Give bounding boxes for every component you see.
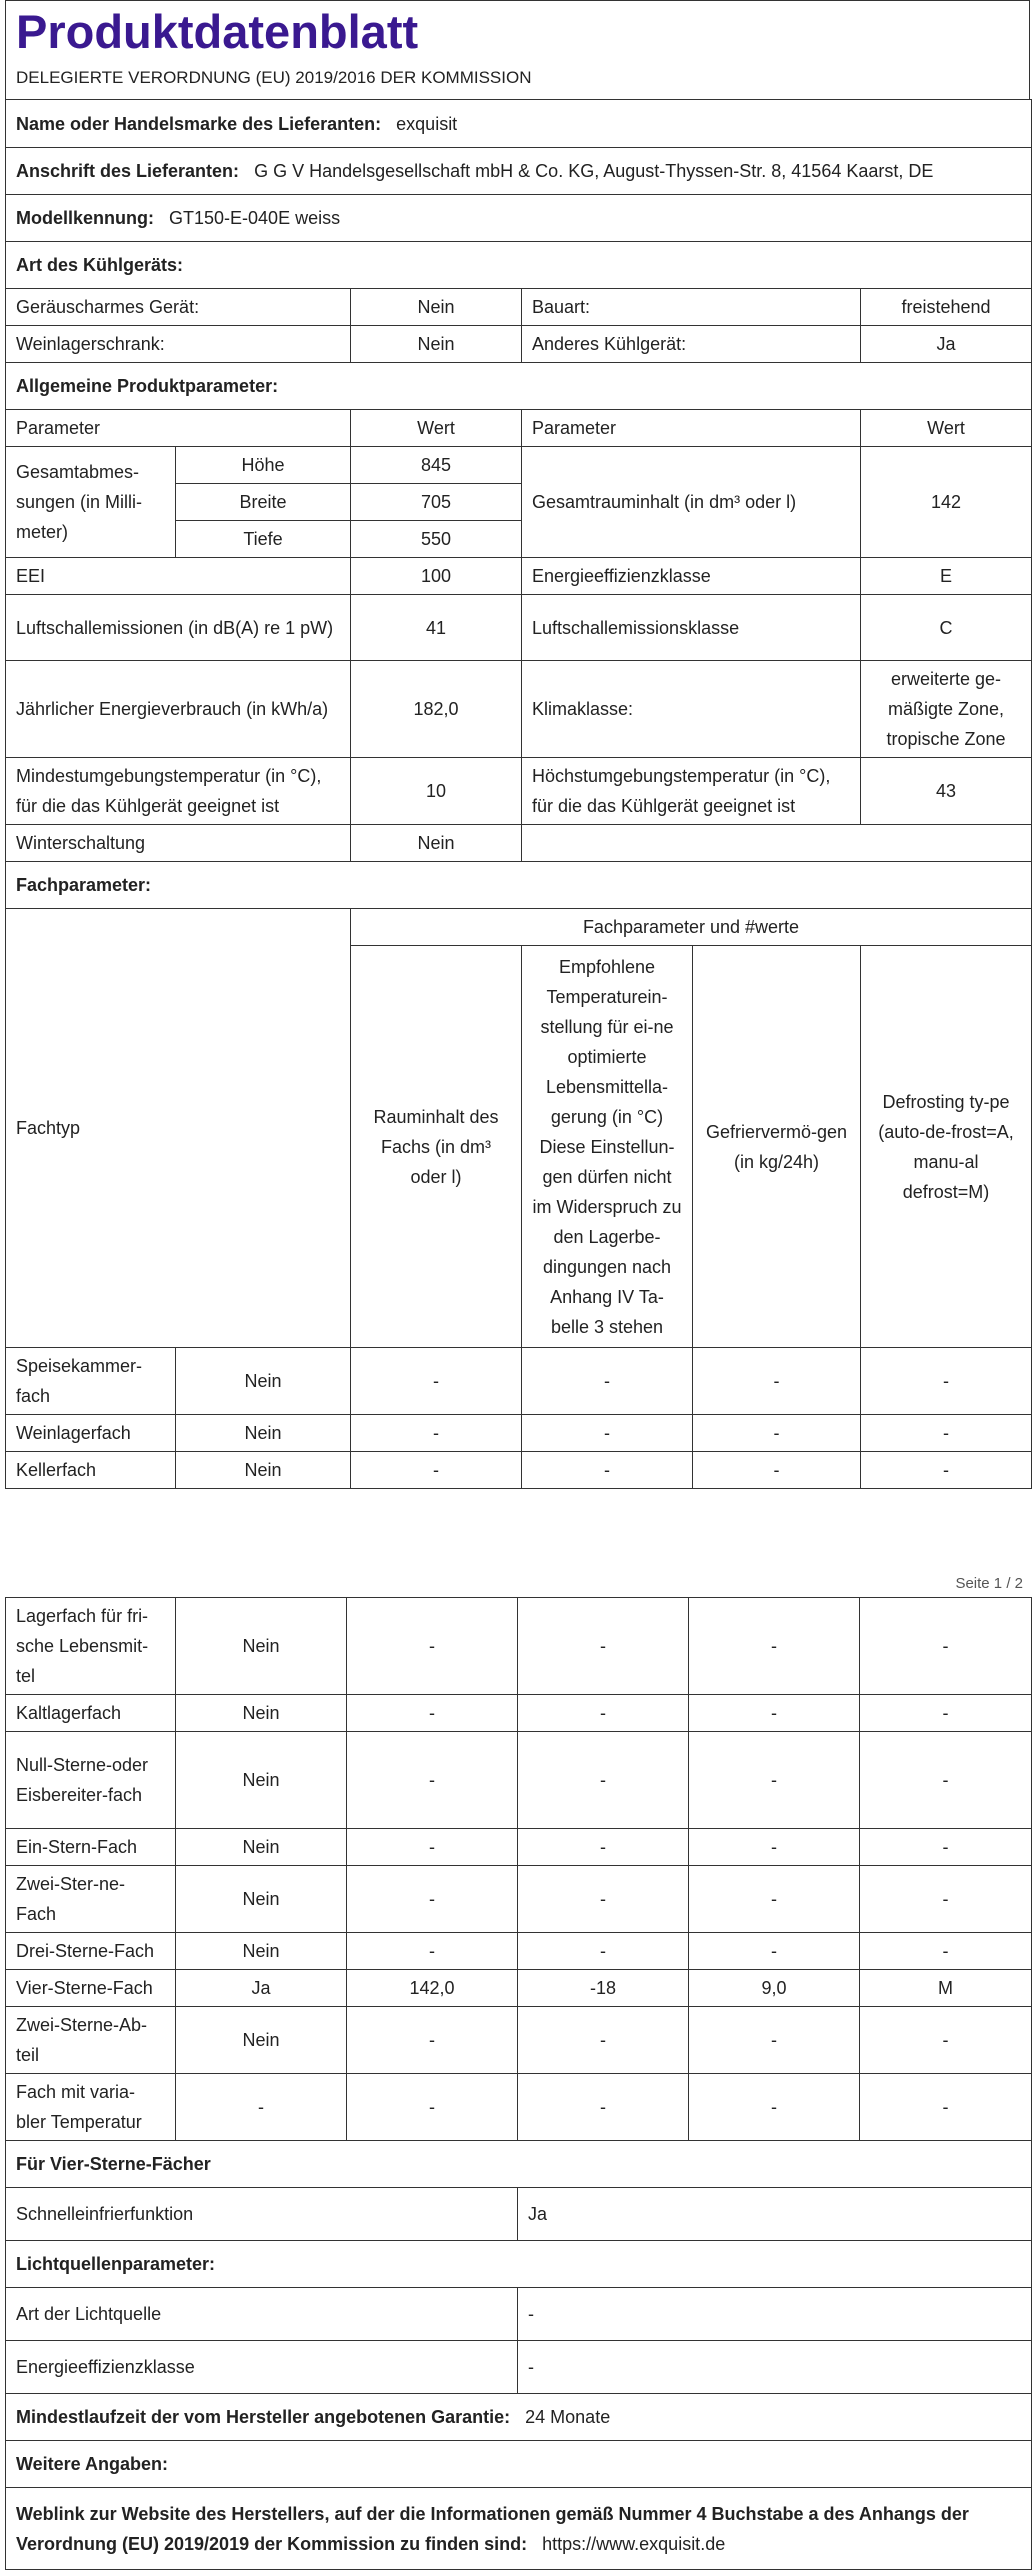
compartments-group-header: Fachparameter und #werte [351,909,1032,946]
max-temp-value: 43 [861,758,1032,825]
other-appliance-value: Ja [861,326,1032,363]
warranty-row [6,2394,1032,2441]
supplier-address-row [6,148,1032,195]
energy-class-value: E [861,558,1032,595]
table-row [6,1829,1032,1866]
model-label: Modellkennung: [16,208,154,228]
max-temp-label: Höchstumgebungstemperatur (in °C), für die das Kühlgerät geeignet ist [522,758,861,825]
table-row [6,1452,1032,1489]
warranty-value: 24 Monate [525,2407,611,2427]
compartment-temp: - [518,2074,689,2141]
annual-energy-value: 182,0 [351,661,522,758]
climate-class-value: erweiterte ge-mäßigte Zone, tropische Zone [861,661,1032,758]
eei-row [6,558,1032,595]
compartment-present: Nein [176,1452,351,1489]
header [5,0,1030,99]
compartment-present: Nein [176,1829,347,1866]
compartment-defrost: - [860,1695,1032,1732]
compartment-volume: - [347,1695,518,1732]
compartment-temp: - [522,1452,693,1489]
energy-class-label: Energieeffizienzklasse [522,558,861,595]
compartment-temp: - [518,1732,689,1829]
datasheet-page-1 [5,0,1031,1489]
winter-label: Winterschaltung [6,825,351,862]
regulation-subtitle: DELEGIERTE VERORDNUNG (EU) 2019/2016 DER KOMMISSION [16,68,532,87]
compartment-defrost: - [861,1452,1032,1489]
compartment-temp: - [518,1598,689,1695]
compartment-name: Zwei-Ster-ne-Fach [6,1866,176,1933]
width-value: 705 [351,484,522,521]
compartments-heading: Fachparameter: [6,862,1032,909]
compartment-volume: - [351,1348,522,1415]
temp-setting-header: Empfohlene Temperaturein-stellung für ei-ne optimierte Lebensmittella-gerung (in °C) Diese Einstellun-gen dürfen nicht im Widerspruch zu den Lagerbe-dingungen nach Anhang IV Ta-belle 3 stehen [522,946,693,1348]
dimensions-label: Gesamtabmes-sungen (in Milli-meter) [6,447,176,558]
compartment-freeze: - [689,1598,860,1695]
table-row [6,1415,1032,1452]
page-title: Produktdatenblatt [16,5,419,58]
compartment-freeze: - [689,2007,860,2074]
table-row [6,1732,1032,1829]
compartment-name: Speisekammer-fach [6,1348,176,1415]
type-row-2 [6,326,1032,363]
wine-cabinet-value: Nein [351,326,522,363]
table-row [6,2074,1032,2141]
compartments-heading-row [6,862,1032,909]
compartment-volume: 142,0 [347,1970,518,2007]
general-heading-row [6,363,1032,410]
compartment-temp: - [518,1829,689,1866]
compartment-temp: - [522,1415,693,1452]
compartment-present: Nein [176,1866,347,1933]
compartments-group-header-row [6,909,1032,946]
volume-header: Rauminhalt des Fachs (in dm³ oder l) [351,946,522,1348]
winter-value: Nein [351,825,522,862]
weblink-row [6,2488,1032,2570]
quick-freeze-row [6,2188,1032,2241]
type-heading-row [6,242,1032,289]
table-row [6,1970,1032,2007]
quick-freeze-value: Ja [518,2188,1032,2241]
supplier-address-label: Anschrift des Lieferanten: [16,161,240,181]
compartment-defrost: - [860,1829,1032,1866]
compartment-freeze: - [689,1732,860,1829]
compartment-present: Nein [176,1732,347,1829]
compartment-temp: - [518,1866,689,1933]
height-label: Höhe [176,447,351,484]
design-value: freistehend [861,289,1032,326]
quick-freeze-label: Schnelleinfrierfunktion [6,2188,518,2241]
compartment-volume: - [351,1452,522,1489]
compartment-freeze: - [689,1829,860,1866]
compartment-name: Lagerfach für fri-sche Lebensmit-tel [6,1598,176,1695]
quiet-value: Nein [351,289,522,326]
compartment-present: Nein [176,2007,347,2074]
compartment-freeze: - [693,1452,861,1489]
light-class-value: - [518,2341,1032,2394]
compartment-temp: - [518,1695,689,1732]
general-column-headers [6,410,1032,447]
min-temp-label: Mindestumgebungstemperatur (in °C), für die das Kühlgerät geeignet ist [6,758,351,825]
compartment-volume: - [347,2074,518,2141]
table-row [6,1933,1032,1970]
total-volume-value: 142 [861,447,1032,558]
compartment-present: Nein [176,1695,347,1732]
warranty-label: Mindestlaufzeit der vom Hersteller angebotenen Garantie: [16,2407,511,2427]
noise-value: 41 [351,595,522,661]
compartment-name: Drei-Sterne-Fach [6,1933,176,1970]
general-heading: Allgemeine Produktparameter: [6,363,1032,410]
compartment-volume: - [347,1732,518,1829]
compartment-defrost: - [860,1732,1032,1829]
param-header-right: Parameter [522,410,861,447]
compartment-freeze: 9,0 [689,1970,860,2007]
winter-row [6,825,1032,862]
compartment-volume: - [351,1415,522,1452]
eei-label: EEI [6,558,351,595]
more-info-heading: Weitere Angaben: [6,2441,1032,2488]
light-heading-row [6,2241,1032,2288]
supplier-name-value: exquisit [396,113,458,134]
compartment-freeze: - [689,2074,860,2141]
compartment-present: Nein [176,1598,347,1695]
light-type-value: - [518,2288,1032,2341]
total-volume-label: Gesamtrauminhalt (in dm³ oder l) [522,447,861,558]
compartment-freeze: - [693,1348,861,1415]
compartment-defrost: - [861,1415,1032,1452]
ambient-temp-row [6,758,1032,825]
light-type-label: Art der Lichtquelle [6,2288,518,2341]
compartment-temp: - [518,1933,689,1970]
compartment-volume: - [347,1829,518,1866]
wine-cabinet-label: Weinlagerschrank: [6,326,351,363]
table-row [6,2007,1032,2074]
more-info-row [6,2441,1032,2488]
compartment-name: Kellerfach [6,1452,176,1489]
quiet-label: Geräuscharmes Gerät: [6,289,351,326]
noise-class-value: C [861,595,1032,661]
compartment-defrost: - [860,1866,1032,1933]
compartment-volume: - [347,1598,518,1695]
four-star-heading: Für Vier-Sterne-Fächer [6,2141,1032,2188]
defrost-type-header: Defrosting ty-pe (auto-de-frost=A, manu-al defrost=M) [861,946,1032,1348]
noise-class-label: Luftschallemissionsklasse [522,595,861,661]
design-label: Bauart: [522,289,861,326]
compartment-name: Vier-Sterne-Fach [6,1970,176,2007]
compartment-defrost: M [860,1970,1032,2007]
compartment-present: Ja [176,1970,347,2007]
compartment-name: Ein-Stern-Fach [6,1829,176,1866]
compartment-volume: - [347,1933,518,1970]
width-label: Breite [176,484,351,521]
table-row [6,1598,1032,1695]
compartment-type-header: Fachtyp [6,909,351,1348]
light-class-row [6,2341,1032,2394]
type-row-1 [6,289,1032,326]
height-value: 845 [351,447,522,484]
supplier-name-row [6,100,1032,148]
compartment-temp: -18 [518,1970,689,2007]
winter-empty-cell [522,825,1032,862]
compartment-defrost: - [860,2007,1032,2074]
datasheet-page-2 [5,1575,1031,2570]
supplier-name-label: Name oder Handelsmarke des Lieferanten: [16,113,382,134]
freezing-capacity-header: Gefriervermö-gen (in kg/24h) [693,946,861,1348]
noise-row [6,595,1032,661]
compartment-defrost: - [860,2074,1032,2141]
compartment-name: Null-Sterne-oder Eisbereiter-fach [6,1732,176,1829]
weblink-value[interactable]: https://www.exquisit.de [542,2533,726,2554]
model-value: GT150-E-040E weiss [169,208,341,228]
weblink-label: Weblink zur Website des Herstellers, auf der die Informationen gemäß Nummer 4 Buchstabe a des Anhangs der Verordnung (EU) 2019/2019 der Kommission zu finden sind: [16,2503,969,2554]
compartment-present: - [176,2074,347,2141]
compartment-name: Kaltlagerfach [6,1695,176,1732]
value-header-left: Wert [351,410,522,447]
datasheet-table-page-2 [5,1597,1032,2570]
compartment-name: Zwei-Sterne-Ab-teil [6,2007,176,2074]
table-row [6,1866,1032,1933]
four-star-heading-row [6,2141,1032,2188]
model-row [6,195,1032,242]
value-header-right: Wert [861,410,1032,447]
compartment-temp: - [522,1348,693,1415]
compartment-freeze: - [689,1695,860,1732]
compartment-volume: - [347,2007,518,2074]
compartment-name: Fach mit varia-bler Temperatur [6,2074,176,2141]
min-temp-value: 10 [351,758,522,825]
supplier-address-value: G G V Handelsgesellschaft mbH & Co. KG, August-Thyssen-Str. 8, 41564 Kaarst, DE [254,161,934,181]
dimension-row-height [6,447,1032,484]
compartment-name: Weinlagerfach [6,1415,176,1452]
compartment-freeze: - [693,1415,861,1452]
depth-value: 550 [351,521,522,558]
datasheet-table-page-1 [5,99,1032,1489]
compartment-temp: - [518,2007,689,2074]
light-heading: Lichtquellenparameter: [6,2241,1032,2288]
eei-value: 100 [351,558,522,595]
noise-label: Luftschallemissionen (in dB(A) re 1 pW) [6,595,351,661]
table-row [6,1348,1032,1415]
compartment-volume: - [347,1866,518,1933]
type-heading: Art des Kühlgeräts: [6,242,1032,289]
depth-label: Tiefe [176,521,351,558]
light-class-label: Energieeffizienzklasse [6,2341,518,2394]
compartment-present: Nein [176,1415,351,1452]
climate-class-label: Klimaklasse: [522,661,861,758]
compartment-present: Nein [176,1933,347,1970]
compartment-defrost: - [860,1933,1032,1970]
compartment-defrost: - [861,1348,1032,1415]
light-type-row [6,2288,1032,2341]
annual-energy-label: Jährlicher Energieverbrauch (in kWh/a) [6,661,351,758]
compartment-defrost: - [860,1598,1032,1695]
other-appliance-label: Anderes Kühlgerät: [522,326,861,363]
page-number: Seite 1 / 2 [955,1575,1023,1592]
table-row [6,1695,1032,1732]
compartment-freeze: - [689,1866,860,1933]
param-header-left: Parameter [6,410,351,447]
compartment-present: Nein [176,1348,351,1415]
compartment-freeze: - [689,1933,860,1970]
annual-energy-row [6,661,1032,758]
